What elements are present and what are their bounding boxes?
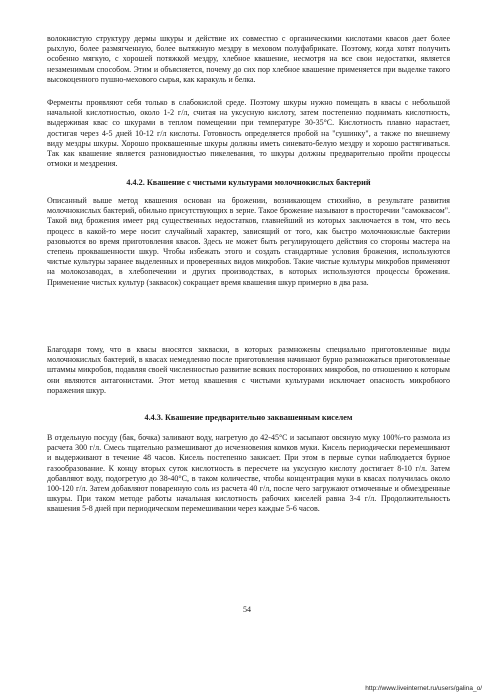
paragraph-2: Ферменты проявляют себя только в слабокислой среде. Поэтому шкуры нужно помещать в квасы с небольшой начальной кислотностью, около 1-2 г/л, считая на уксусную кислоту, затем постепенно поднимать кислотность, выдерживая квас со шкурами в теплом помещении при температуре 30-35°С. Кислотность плавно нарастает, достигая через 4-5 дней 10-12 г/л кислоты. Готовность определяется пробой на "сушинку", а также по внешнему виду мездры шкуры. Хорошо проквашенные шкуры должны иметь синевато-белую мездру и хорошо растягиваться. Так как квашение является разновидностью пикелевания, то шкуры должны предварительно пройти процессы отмоки и мездрения. bbox=[47, 98, 450, 169]
section-heading-4-4-3: 4.4.3. Квашение предварительно заквашенным киселем bbox=[144, 413, 353, 422]
paragraph-4: Благодаря тому, что в квасы вносятся закваски, в которых размножены специально приготовленные виды молочнокислых бактерий, в квасах немедленно после приготовления начинают бурно размножаться приготовленные штаммы микробов, подавляя своей численностью развитие всяких посторонних микробов, по отношению к которым они являются антагонистами. Этот метод квашения с чистыми культурами исключает опасность микробного поражения шкур. bbox=[47, 345, 450, 395]
paragraph-5: В отдельную посуду (бак, бочка) заливают воду, нагретую до 42-45°С и засыпают овсяную муку 100%-го размола из расчета 300 г/л. Смесь тщательно размешивают до исчезновения комков муки. Кисель периодически перемешивают и выдерживают в течение 48 часов. Кисель постепенно закисает. При этом в первые сутки наблюдается бурное газообразование. К концу вторых суток кислотность в пересчете на уксусную кислоту достигает 8-10 г/л. Затем добавляют воду, подогретую до 38-40°С, в таком количестве, чтобы концентрация муки в квасах получилась около 100-120 г/л. Затем добавляют поваренную соль из расчета 40 г/л, после чего загружают отмоченные и обмездренные шкуры. При таком методе работы начальная кислотность рабочих киселей равна 3-4 г/л. Продолжительность квашения 5-8 дней при периодическом перемешивании через каждые 5-6 часов. bbox=[47, 433, 450, 514]
footer-url-link[interactable]: http://www.liveinternet.ru/users/galina_o/ bbox=[365, 685, 482, 692]
paragraph-1: волокнистую структуру дермы шкуры и действие их совместно с органическими кислотами квасов дает более рыхлую, более размягченную, более вытяжную мездру в меховом полуфабрикате. Поэтому, когда хотят получить особенно мягкую, с хорошей потяжкой мездру, хлебное квашение, несмотря на все свои недостатки, является незаменимым способом. Этим и объясняется, почему до сих пор хлебное квашение применяется при выделке такого высокоценного пушно-мехового сырья, как каракуль и белка. bbox=[47, 34, 450, 84]
page-number: 54 bbox=[243, 605, 251, 614]
paragraph-3: Описанный выше метод квашения основан на брожении, возникающем стихийно, в результате развития молочнокислых бактерий, обильно присутствующих в зерне. Такое брожение называют в просторечии "самоквасом". Такой вид брожения имеет ряд существенных недостатков, главнейший из которых заключается в том, что весь процесс в какой-то мере носит случайный характер, зависящий от того, как быстро молочнокислые бактерии разовьются во время приготовления квасов. Здесь не может быть регулирующего действия со стороны мастера на степень проквашенности шкур. Чтобы избежать этого и создать стандартные условия брожения, используются чистые культуры заранее выделенных и проверенных видов микробов. Такие чистые культуры микробов применяют на молокозаводах, в хлебопечении и других производствах, в которых используются процессы брожения. Применение чистых культур (заквасок) сокращает время квашения шкур примерно в два раза. bbox=[47, 196, 450, 287]
section-heading-4-4-2: 4.4.2. Квашение с чистыми культурами молочнокислых бактерий bbox=[126, 178, 371, 187]
